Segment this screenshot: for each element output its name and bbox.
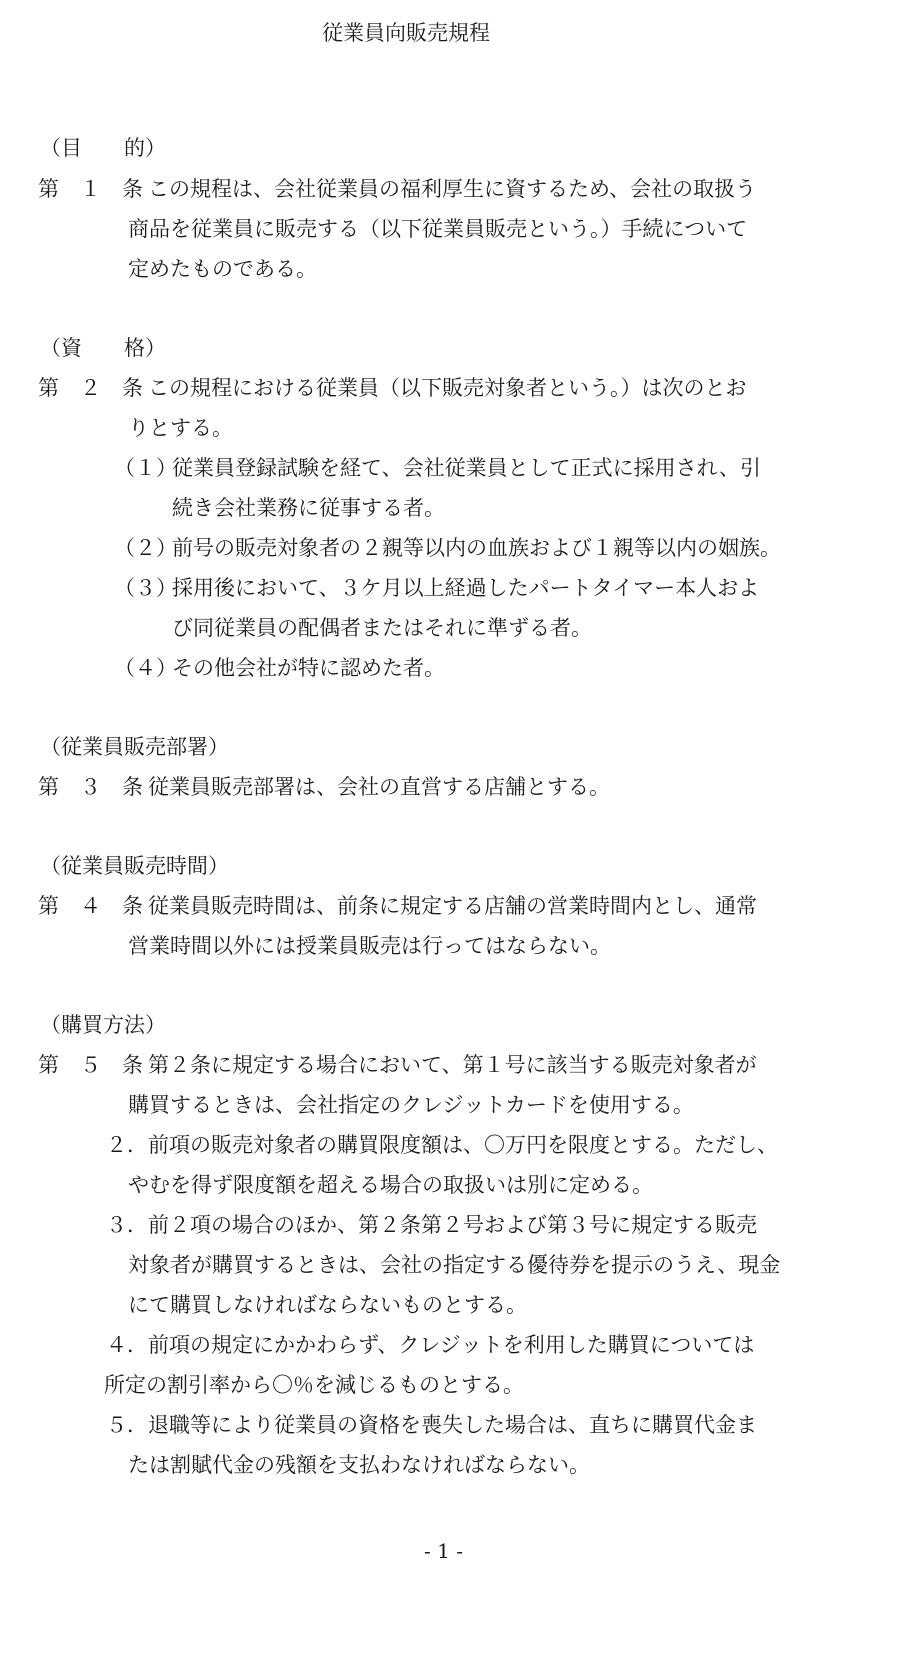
article-5-para-2-line-1: 前項の販売対象者の購買限度額は、〇万円を限度とする。ただし、 (148, 1133, 778, 1157)
article-3-label: 第 ３ 条 (38, 775, 143, 799)
article-2-item-4-marker: （４） (114, 656, 177, 680)
article-1-line-3: 定めたものである。 (128, 257, 317, 281)
article-5-para-3-line-2: 対象者が購買するときは、会社の指定する優待券を提示のうえ、現金 (128, 1253, 781, 1277)
article-5-para-5-marker: ５． (106, 1413, 148, 1437)
article-3-heading: （従業員販売部署） (40, 735, 229, 759)
article-5-para-4-marker: ４． (106, 1333, 148, 1357)
article-5-para-2-line-2: やむを得ず限度額を超える場合の取扱いは別に定める。 (128, 1173, 653, 1197)
article-5-heading: （購買方法） (40, 1013, 166, 1037)
article-5-para-5-line-1: 退職等により従業員の資格を喪失した場合は、直ちに購買代金ま (148, 1413, 757, 1437)
article-2-label: 第 ２ 条 (38, 376, 143, 400)
article-3-line-1: 従業員販売部署は、会社の直営する店舗とする。 (148, 775, 610, 799)
article-5-para-3-line-3: にて購買しなければならないものとする。 (128, 1293, 527, 1317)
article-2-item-2-line-1: 前号の販売対象者の２親等以内の血族および１親等以内の姻族。 (172, 536, 781, 560)
article-2-item-2-marker: （２） (114, 536, 177, 560)
article-5-line-1: 第２条に規定する場合において、第１号に該当する販売対象者が (148, 1053, 757, 1077)
article-4-heading: （従業員販売時間） (40, 854, 229, 878)
article-2-item-3-line-1: 採用後において、３ケ月以上経過したパートタイマー本人およ (172, 576, 760, 600)
article-5-para-3-line-1: 前２項の場合のほか、第２条第２号および第３号に規定する販売 (148, 1213, 757, 1237)
article-5-para-3-marker: ３． (106, 1213, 148, 1237)
article-1-line-1: この規程は、会社従業員の福利厚生に資するため、会社の取扱う (148, 177, 757, 201)
article-4-label: 第 ４ 条 (38, 894, 143, 918)
article-1-heading: （目 的） (40, 136, 166, 160)
article-5-line-2: 購買するときは、会社指定のクレジットカードを使用する。 (128, 1093, 694, 1117)
article-4-line-2: 営業時間以外には授業員販売は行ってはならない。 (128, 934, 611, 958)
article-2-line-2: りとする。 (128, 416, 233, 440)
article-5-para-4-line-1: 前項の規定にかかわらず、クレジットを利用した購買については (148, 1333, 755, 1357)
article-5-para-2-marker: ２． (106, 1133, 148, 1157)
article-5-label: 第 ５ 条 (38, 1053, 143, 1077)
article-2-item-3-line-2: び同従業員の配偶者またはそれに準ずる者。 (172, 616, 592, 640)
article-5-para-5-line-2: たは割賦代金の残額を支払わなければならない。 (128, 1453, 590, 1477)
article-2-heading: （資 格） (40, 336, 166, 360)
article-2-item-4-line-1: その他会社が特に認めた者。 (172, 656, 445, 680)
article-4-line-1: 従業員販売時間は、前条に規定する店舗の営業時間内とし、通常 (148, 894, 757, 918)
article-2-item-1-line-1: 従業員登録試験を経て、会社従業員として正式に採用され、引 (172, 456, 761, 480)
document-title: 従業員向販売規程 (322, 21, 490, 45)
article-5-para-4-line-2: 所定の割引率から〇％を減じるものとする。 (104, 1373, 524, 1397)
article-1-label: 第 １ 条 (38, 177, 143, 201)
article-2-item-1-line-2: 続き会社業務に従事する者。 (172, 496, 445, 520)
article-2-line-1: この規程における従業員（以下販売対象者という。）は次のとお (148, 376, 747, 400)
article-1-line-2: 商品を従業員に販売する（以下従業員販売という。）手続について (128, 217, 748, 241)
page-number: - 1 - (424, 1539, 463, 1563)
article-2-item-3-marker: （３） (114, 576, 177, 600)
article-2-item-1-marker: （１） (114, 456, 177, 480)
